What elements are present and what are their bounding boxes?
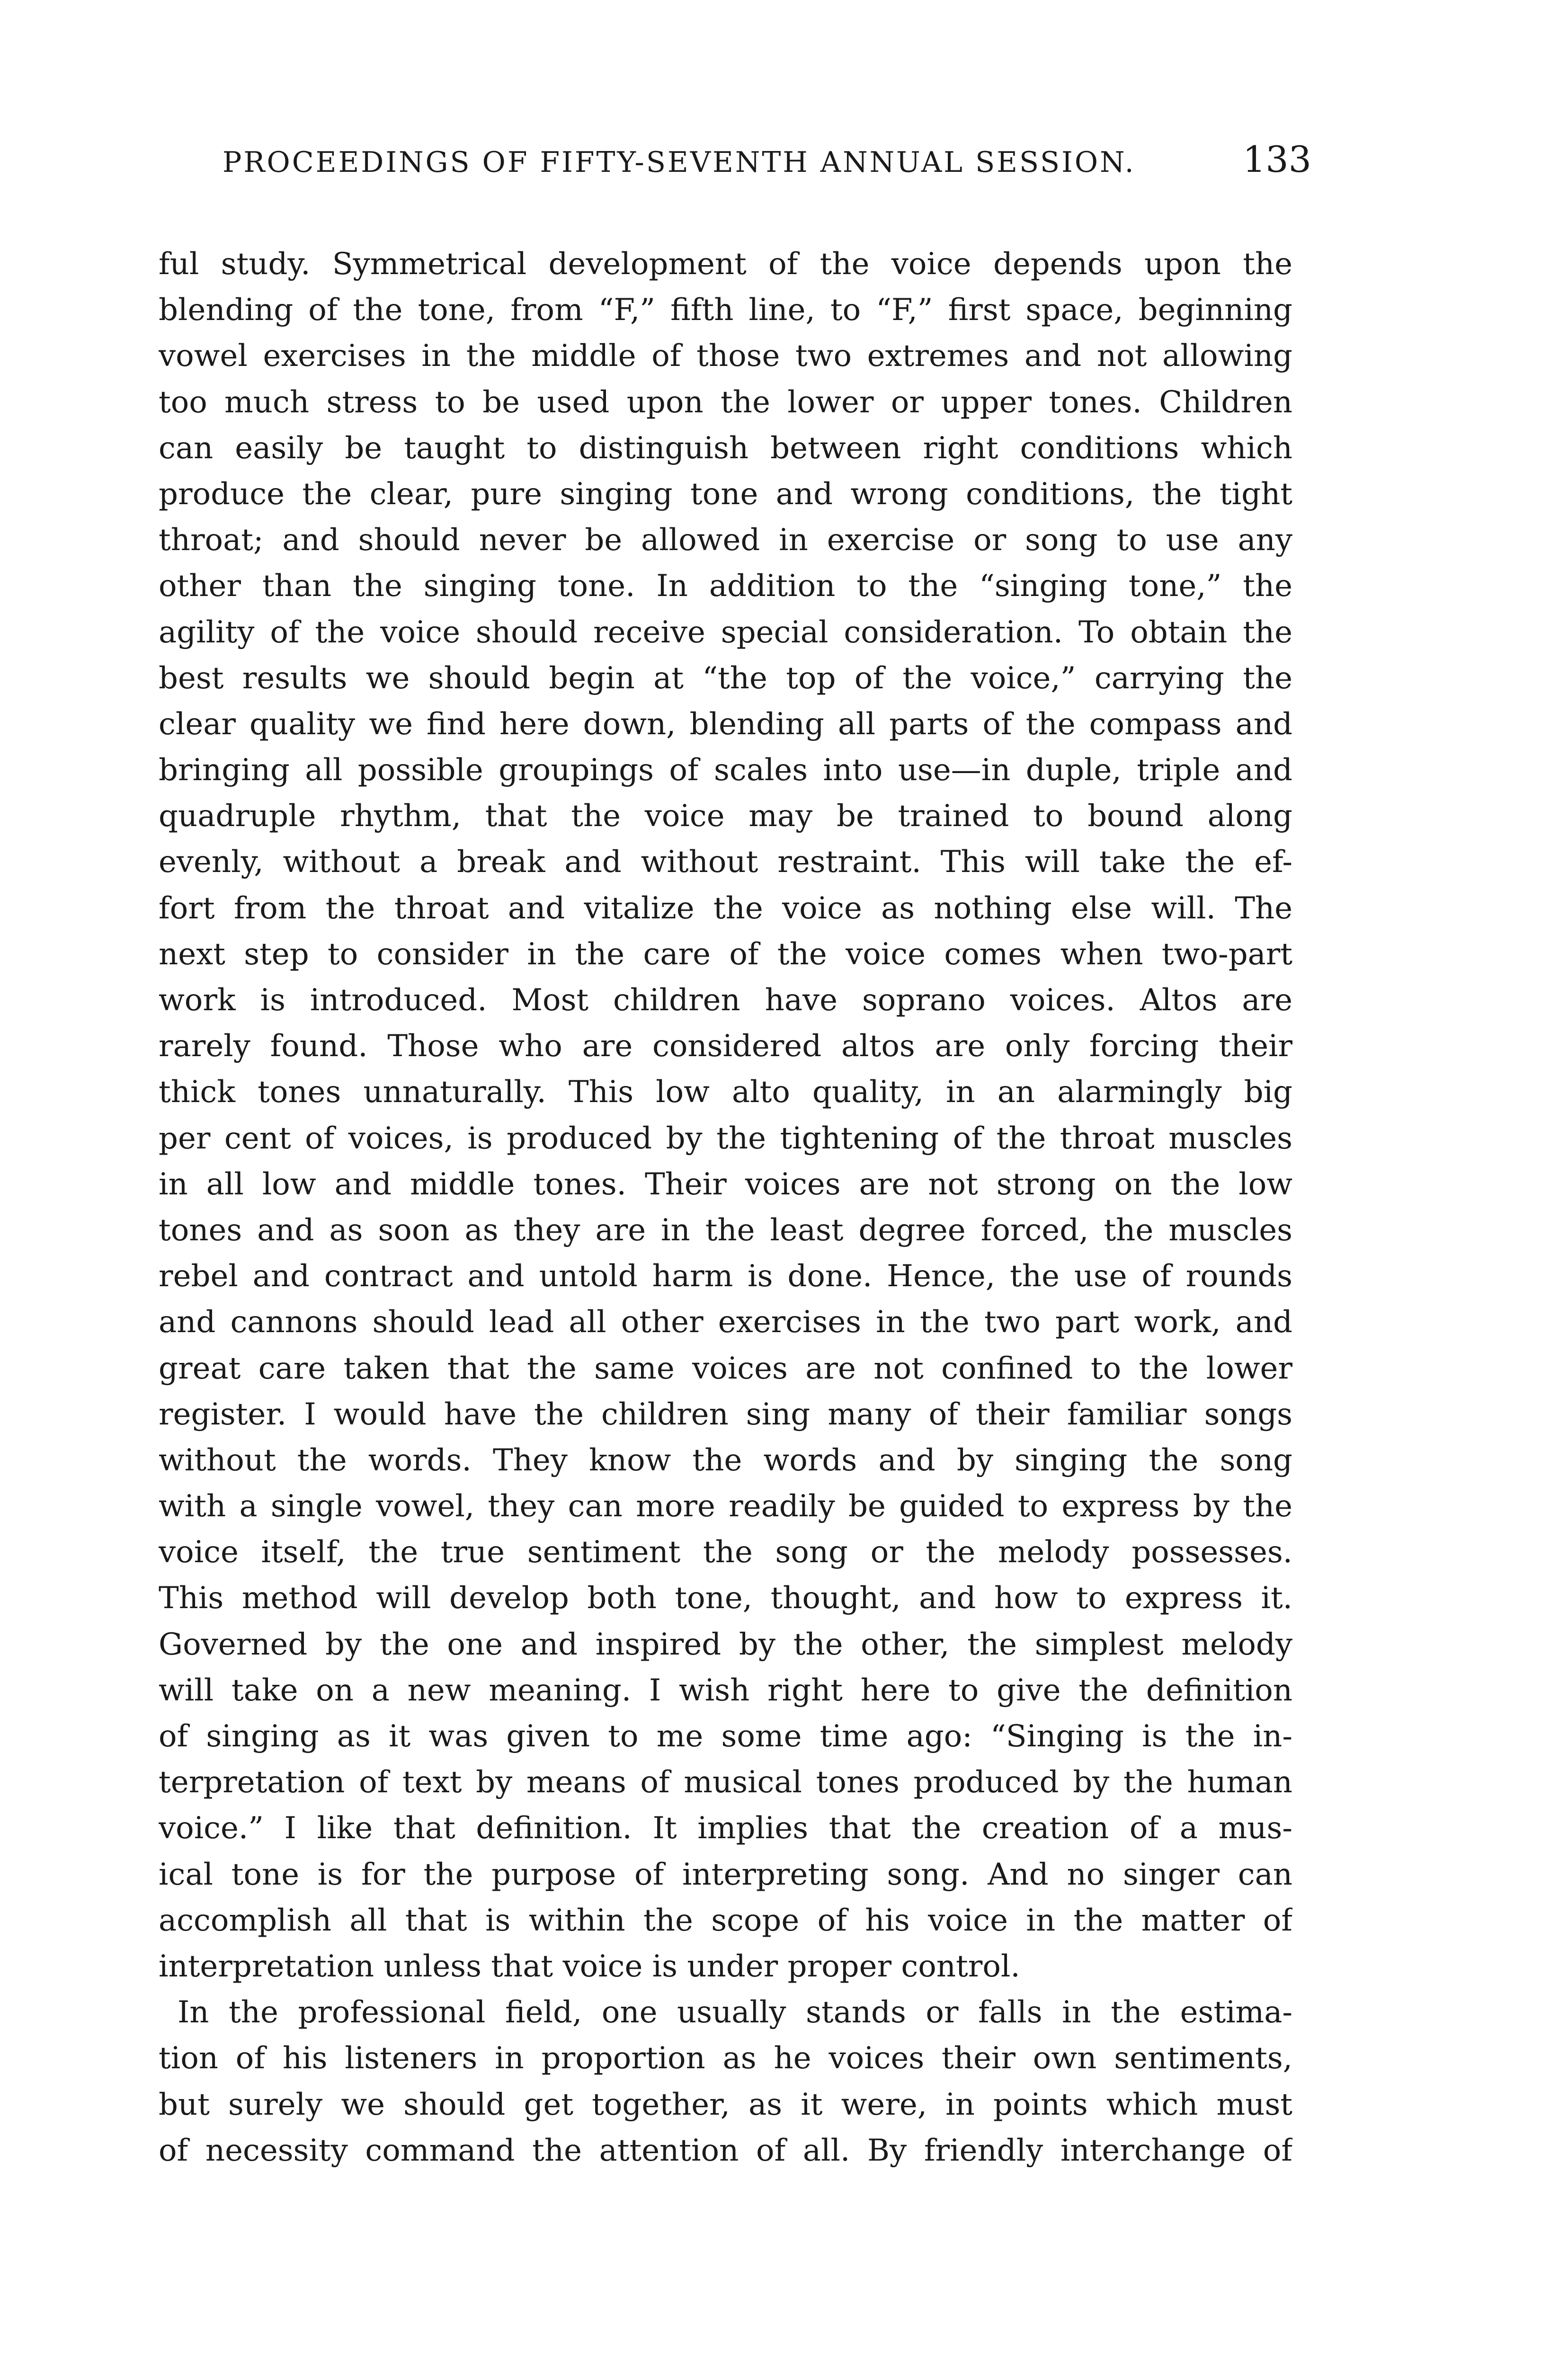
text-line: with a single vowel, they can more readily be guided to express by the	[159, 1489, 1292, 1524]
text-line: in all low and middle tones. Their voices are not strong on the low	[159, 1166, 1292, 1202]
paragraph	[159, 241, 1292, 1990]
text-line: of necessity command the attention of all. By friendly interchange of	[159, 2133, 1292, 2168]
text-line: bringing all possible groupings of scales into use—in duple, triple and	[159, 753, 1292, 788]
text-line: agility of the voice should receive special consideration. To obtain the	[159, 614, 1292, 650]
running-header	[223, 138, 1311, 195]
text-line: thick tones unnaturally. This low alto quality, in an alarmingly big	[159, 1075, 1292, 1110]
text-line: other than the singing tone. In addition to the “singing tone,” the	[159, 569, 1292, 604]
body-text	[159, 241, 1292, 2174]
text-line: can easily be taught to distinguish between right conditions which	[159, 430, 1292, 466]
text-line: vowel exercises in the middle of those two extremes and not allowing	[159, 338, 1292, 374]
text-line: voice.” I like that definition. It implies that the creation of a mus-	[159, 1811, 1292, 1846]
text-line: This method will develop both tone, thought, and how to express it.	[159, 1581, 1292, 1616]
paragraph	[159, 1990, 1292, 2174]
text-line: voice itself, the true sentiment the song or the melody possesses.	[159, 1535, 1292, 1570]
text-line: In the professional field, one usually stands or falls in the estima-	[178, 1995, 1292, 2030]
text-line: great care taken that the same voices are not confined to the lower	[159, 1351, 1292, 1386]
text-line: rebel and contract and untold harm is done. Hence, the use of rounds	[159, 1259, 1292, 1294]
text-line: ical tone is for the purpose of interpreting song. And no singer can	[159, 1857, 1292, 1892]
text-line: too much stress to be used upon the lower or upper tones. Children	[159, 384, 1292, 420]
text-line: fort from the throat and vitalize the voice as nothing else will. The	[159, 890, 1292, 926]
text-line: ful study. Symmetrical development of the voice depends upon the	[159, 247, 1292, 282]
text-line: interpretation unless that voice is under proper control.	[159, 1949, 1020, 1984]
text-line: rarely found. Those who are considered altos are only forcing their	[159, 1029, 1292, 1064]
page-number: 133	[1242, 138, 1311, 180]
text-line: evenly, without a break and without restraint. This will take the ef-	[159, 845, 1292, 880]
text-line: next step to consider in the care of the voice comes when two-part	[159, 936, 1292, 972]
text-line: per cent of voices, is produced by the tightening of the throat muscles	[159, 1121, 1292, 1156]
text-line: will take on a new meaning. I wish right here to give the definition	[159, 1673, 1292, 1708]
text-line: terpretation of text by means of musical tones produced by the human	[159, 1765, 1292, 1800]
text-line: without the words. They know the words and by singing the song	[159, 1442, 1292, 1478]
text-line: and cannons should lead all other exercises in the two part work, and	[159, 1305, 1292, 1340]
text-line: blending of the tone, from “F,” fifth line, to “F,” first space, beginning	[159, 293, 1292, 328]
text-line: produce the clear, pure singing tone and wrong conditions, the tight	[159, 476, 1292, 512]
text-line: tion of his listeners in proportion as he voices their own sentiments,	[159, 2041, 1292, 2076]
text-line: quadruple rhythm, that the voice may be trained to bound along	[159, 799, 1292, 834]
text-line: clear quality we find here down, blending all parts of the compass and	[159, 706, 1292, 742]
text-line: but surely we should get together, as it were, in points which must	[159, 2087, 1292, 2122]
text-line: register. I would have the children sing many of their familiar songs	[159, 1397, 1292, 1432]
text-line: Governed by the one and inspired by the other, the simplest melody	[159, 1627, 1292, 1662]
header-title: PROCEEDINGS OF FIFTY-SEVENTH ANNUAL SESSION.	[223, 146, 1136, 179]
text-line: of singing as it was given to me some time ago: “Singing is the in-	[159, 1719, 1292, 1754]
text-line: best results we should begin at “the top of the voice,” carrying the	[159, 660, 1292, 696]
text-line: throat; and should never be allowed in exercise or song to use any	[159, 523, 1292, 558]
text-line: tones and as soon as they are in the least degree forced, the muscles	[159, 1212, 1292, 1248]
text-line: work is introduced. Most children have soprano voices. Altos are	[159, 983, 1292, 1018]
text-line: accomplish all that is within the scope of his voice in the matter of	[159, 1903, 1292, 1938]
